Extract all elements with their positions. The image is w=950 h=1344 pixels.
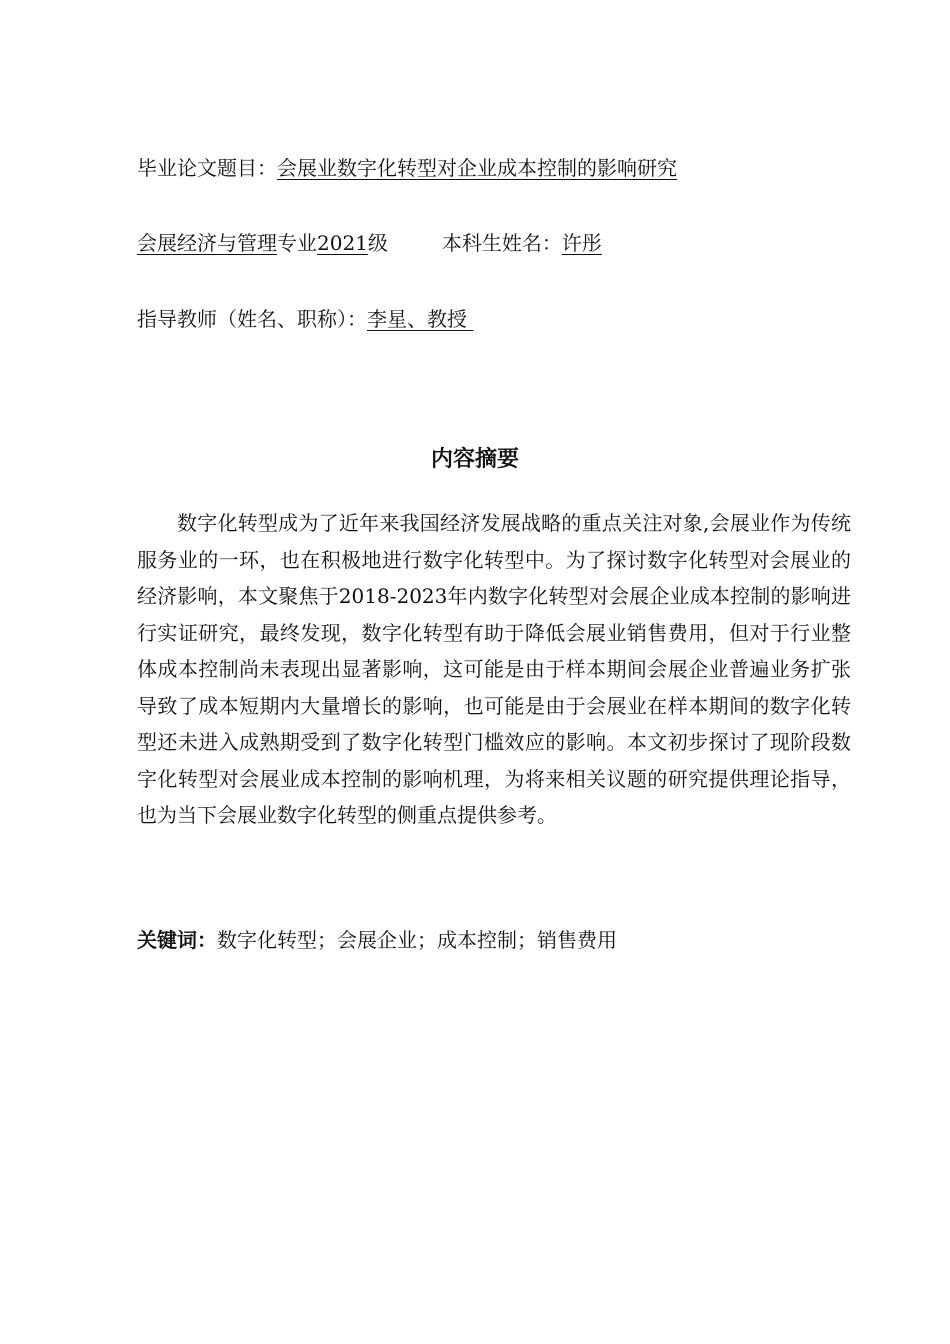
keywords-value: 数字化转型；会展企业；成本控制；销售费用 xyxy=(217,928,617,952)
student-name-value: 许彤 xyxy=(561,231,602,255)
abstract-heading: 内容摘要 xyxy=(430,447,519,472)
keywords-label: 关键词： xyxy=(137,928,217,952)
year-value: 2021 xyxy=(317,231,368,255)
student-name-label: 本科生姓名： xyxy=(441,231,562,255)
abstract-body: 数字化转型成为了近年来我国经济发展战略的重点关注对象,会展业作为传统服务业的一环，也在积极地进行数字化转型中。为了探讨数字化转型对会展业的经济影响，本文聚焦于2018-2023年内数字化转型对会展企业成本控制的影响进行实证研究，最终发现，数字化转型有助于降低会展业销售费用，但对于行业整体成本控制尚未表现出显著影响，这可能是由于样本期间会展企业普遍业务扩张导致了成本短期内大量增长的影响，也可能是由于会展业在样本期间的数字化转型还未进入成熟期受到了数字化转型门槛效应的影响。本文初步探讨了现阶段数字化转型对会展业成本控制的影响机理，为将来相关议题的研究提供理论指导，也为当下会展业数字化转型的侧重点提供参考。 xyxy=(137,511,851,827)
keywords-line xyxy=(137,925,617,955)
major-value: 会展经济与管理 xyxy=(137,231,277,255)
thesis-title-label: 毕业论文题目： xyxy=(137,156,277,180)
student-info-line xyxy=(137,229,602,257)
advisor-label: 指导教师（姓名、职称）： xyxy=(137,307,367,331)
advisor-line xyxy=(137,305,473,333)
year-suffix: 级 xyxy=(367,231,388,255)
advisor-value: 李星、教授 xyxy=(367,307,474,331)
thesis-title-line xyxy=(137,154,677,182)
thesis-title-value: 会展业数字化转型对企业成本控制的影响研究 xyxy=(277,156,677,180)
major-suffix: 专业 xyxy=(277,231,317,255)
